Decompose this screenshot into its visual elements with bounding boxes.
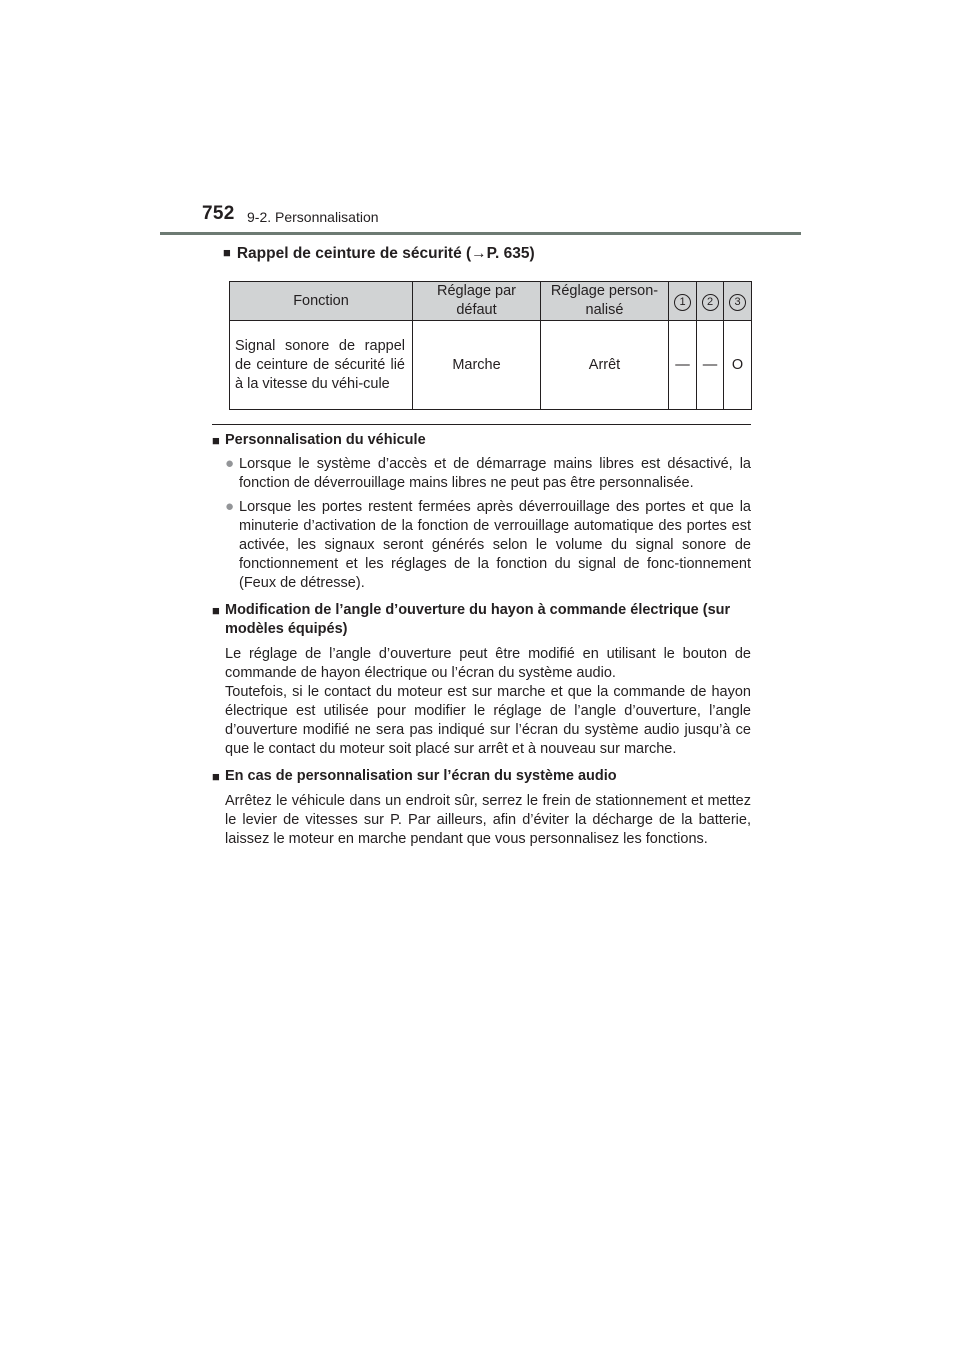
notes-divider bbox=[212, 424, 751, 425]
table-row bbox=[230, 321, 752, 410]
paragraph: Arrêtez le véhicule dans un endroit sûr, serrez le frein de stationnement et mettez le levier de vitesses sur P. Par ailleurs, afin d’éviter la décharge de la batterie, laissez le moteur en marche pendant que vous personnalisez les fonctions. bbox=[225, 793, 751, 847]
paragraph: Toutefois, si le contact du moteur est sur marche et que la commande de hayon électrique est utilisée pour modifier le réglage de l’angle d’ouverture, l’angle d’ouverture modifié ne sera pas indiqué sur l’écran du système audio jusqu’à ce que le contact du moteur soit placé sur arrêt et à nouveau sur marche. bbox=[225, 684, 751, 757]
note-heading-text: En cas de personnalisation sur l’écran du système audio bbox=[225, 768, 617, 784]
list-item-text: Lorsque les portes restent fermées après déverrouillage des portes et que la minuterie d’activation de la fonction de verrouillage automatique des portes est activée, les signaux seront générés selon le volume du signal sonore de fonctionnement et les réglages de la fonction du signal de fonc-tionnement (Feux de détresse). bbox=[239, 499, 751, 591]
column-header-personnalise: Réglage person-nalisé bbox=[541, 282, 669, 321]
list-item bbox=[212, 455, 751, 493]
column-header-3 bbox=[724, 282, 752, 321]
cell-fonction: Signal sonore de rappel de ceinture de sécurité lié à la vitesse du véhi-cule bbox=[230, 321, 413, 410]
list-item bbox=[212, 498, 751, 593]
column-header-1 bbox=[669, 282, 697, 321]
paragraph: Le réglage de l’angle d’ouverture peut être modifié en utilisant le bouton de commande de hayon électrique ou l’écran du système audio. bbox=[225, 646, 751, 681]
round-bullet-icon: ● bbox=[225, 498, 235, 515]
header-rule bbox=[160, 232, 801, 235]
column-header-fonction: Fonction bbox=[230, 282, 413, 321]
square-bullet-icon: ■ bbox=[212, 433, 220, 448]
cell-personnalise: Arrêt bbox=[541, 321, 669, 410]
square-bullet-icon: ■ bbox=[212, 603, 220, 618]
cell-setting-3: O bbox=[724, 321, 752, 410]
column-header-2 bbox=[697, 282, 724, 321]
cell-setting-2: — bbox=[697, 321, 724, 410]
table-header-row bbox=[230, 282, 752, 321]
note-heading-modification bbox=[212, 601, 751, 639]
circled-number-2-icon: 2 bbox=[702, 294, 719, 311]
column-header-defaut: Réglage par défaut bbox=[413, 282, 541, 321]
square-bullet-icon: ■ bbox=[223, 245, 231, 260]
section-title: 9-2. Personnalisation bbox=[247, 209, 379, 225]
circled-number-1-icon: 1 bbox=[674, 294, 691, 311]
note-heading-personnalisation bbox=[212, 431, 751, 450]
round-bullet-icon: ● bbox=[225, 455, 235, 472]
page-number: 752 bbox=[202, 203, 235, 224]
cell-setting-1: — bbox=[669, 321, 697, 410]
section-heading bbox=[223, 245, 535, 263]
section-heading-text: Rappel de ceinture de sécurité (→P. 635) bbox=[236, 245, 535, 262]
list-item-text: Lorsque le système d’accès et de démarrage mains libres est désactivé, la fonction de déverrouillage mains libres ne peut pas être personnalisée. bbox=[239, 456, 751, 491]
notes-section bbox=[212, 431, 751, 849]
circled-number-3-icon: 3 bbox=[729, 294, 746, 311]
note-heading-text: Modification de l’angle d’ouverture du hayon à commande électrique (sur modèles équipés) bbox=[225, 602, 731, 637]
customization-table bbox=[229, 281, 752, 410]
square-bullet-icon: ■ bbox=[212, 769, 220, 784]
note-heading-ecran bbox=[212, 767, 751, 786]
note-heading-text: Personnalisation du véhicule bbox=[225, 432, 426, 448]
cell-defaut: Marche bbox=[413, 321, 541, 410]
